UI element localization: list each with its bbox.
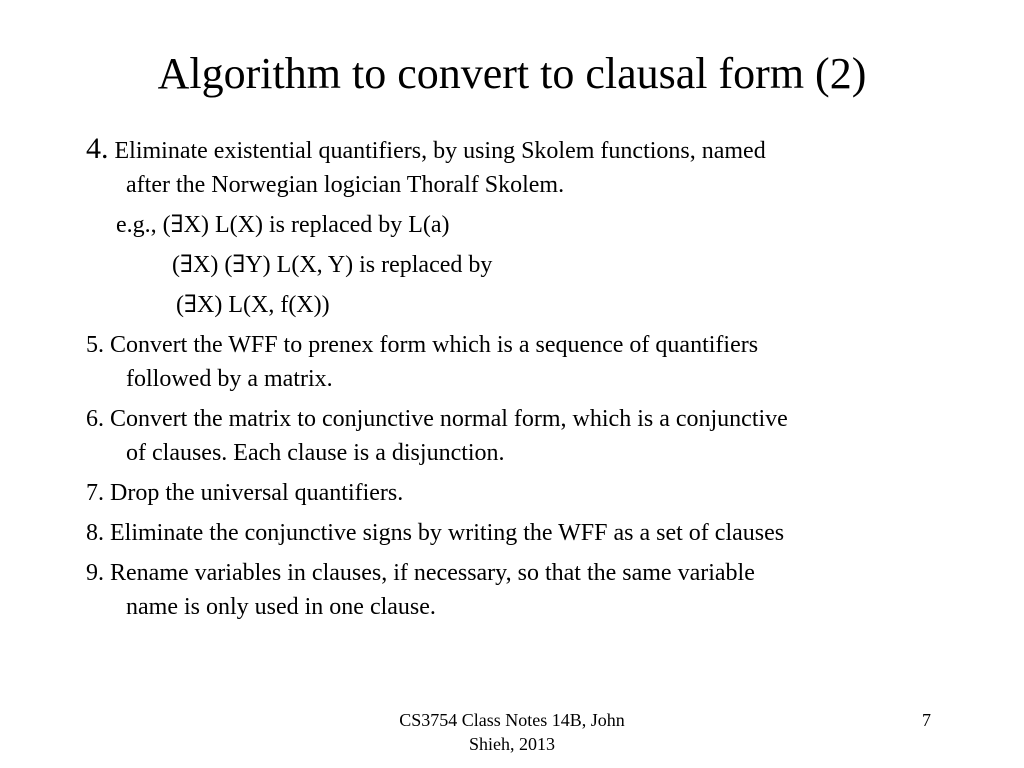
step-4-example-1: e.g., (∃X) L(X) is replaced by L(a)	[116, 212, 450, 238]
page-number: 7	[922, 710, 931, 730]
step-9-line-1: 9. Rename variables in clauses, if necessary, so that the same variable	[86, 560, 755, 586]
step-8-line-1: 8. Eliminate the conjunctive signs by writing the WFF as a set of clauses	[86, 520, 785, 546]
step-5-line-1: 5. Convert the WFF to prenex form which is a sequence of quantifiers	[86, 332, 759, 358]
footer-line-2: Shieh, 2013	[468, 734, 555, 754]
slide-body	[86, 132, 966, 624]
step-7-line-1: 7. Drop the universal quantifiers.	[86, 480, 404, 506]
step-9-line-2: name is only used in one clause.	[126, 594, 436, 620]
step-4-number: 4.	[86, 132, 109, 165]
step-4-example-2: (∃X) (∃Y) L(X, Y) is replaced by	[172, 252, 493, 278]
step-6-line-2: of clauses. Each clause is a disjunction.	[126, 440, 505, 466]
step-6-line-1: 6. Convert the matrix to conjunctive normal form, which is a conjunctive	[86, 406, 788, 432]
step-4-line-2: after the Norwegian logician Thoralf Skolem.	[126, 172, 565, 198]
footer-line-1: CS3754 Class Notes 14B, John	[399, 710, 625, 730]
slide-footer	[380, 708, 644, 756]
step-5-line-2: followed by a matrix.	[126, 366, 333, 392]
step-4-text: Eliminate existential quantifiers, by using Skolem functions, named	[114, 138, 766, 164]
slide-title: Algorithm to convert to clausal form (2)	[157, 49, 867, 98]
step-4-example-3: (∃X) L(X, f(X))	[176, 292, 330, 318]
step-4-line-1	[86, 132, 966, 168]
